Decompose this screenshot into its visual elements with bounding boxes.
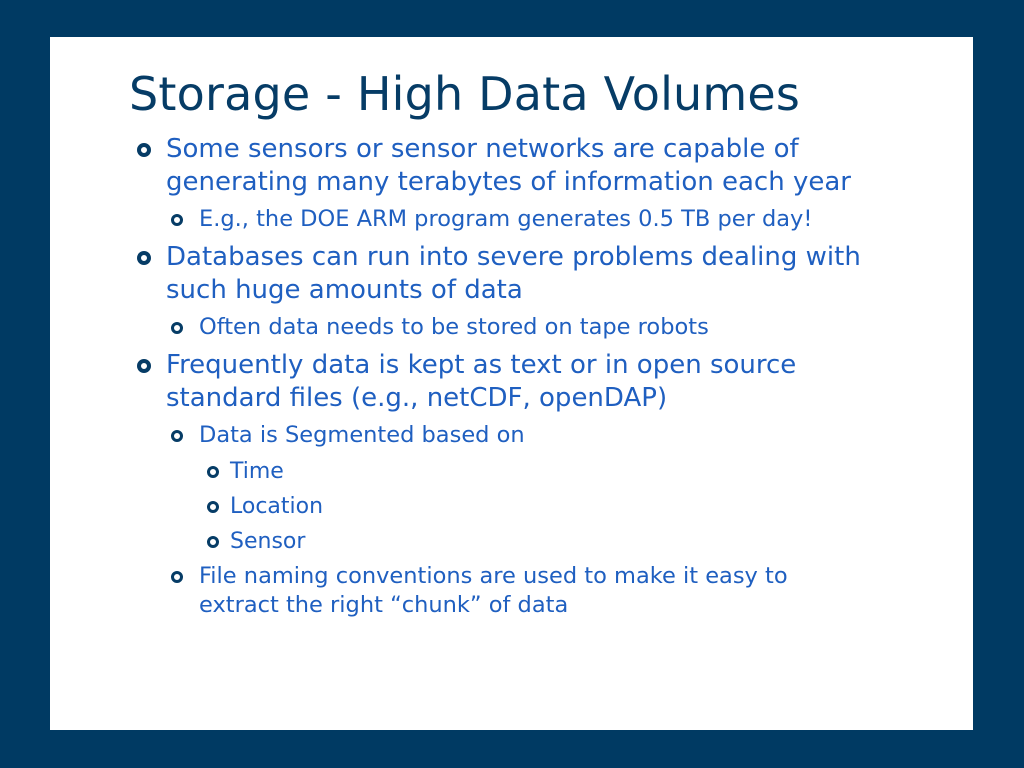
- bullet-icon: [171, 430, 183, 442]
- sub-bullet-item: [134, 421, 874, 450]
- bullet-text: Often data needs to be stored on tape robots: [199, 314, 709, 340]
- bullet-text: Frequently data is kept as text or in open source standard files (e.g., netCDF, openDAP): [166, 350, 797, 413]
- slide: [50, 37, 973, 730]
- bullet-text: Location: [230, 494, 324, 519]
- slide-title: Storage - High Data Volumes: [129, 67, 801, 121]
- bullet-item: [134, 349, 874, 415]
- bullet-text: E.g., the DOE ARM program generates 0.5 TB per day!: [199, 206, 813, 232]
- bullet-list: [134, 133, 874, 627]
- sub-bullet-item: [134, 313, 874, 342]
- bullet-text: Time: [230, 459, 284, 484]
- bullet-icon: [207, 536, 219, 548]
- bullet-text: Sensor: [230, 529, 306, 554]
- bullet-item: [134, 241, 874, 307]
- bullet-text: File naming conventions are used to make it easy to extract the right “chunk” of data: [199, 563, 788, 618]
- sub-sub-bullet-item: [134, 457, 874, 486]
- sub-sub-bullet-item: [134, 527, 874, 556]
- bullet-text: Databases can run into severe problems dealing with such huge amounts of data: [166, 242, 861, 305]
- bullet-icon: [137, 251, 151, 265]
- sub-bullet-item: [134, 562, 874, 620]
- bullet-icon: [207, 466, 219, 478]
- bullet-text: Some sensors or sensor networks are capable of generating many terabytes of information each year: [166, 134, 851, 197]
- bullet-icon: [137, 359, 151, 373]
- sub-sub-bullet-item: [134, 492, 874, 521]
- bullet-text: Data is Segmented based on: [199, 422, 525, 448]
- bullet-item: [134, 133, 874, 199]
- sub-bullet-item: [134, 205, 874, 234]
- bullet-icon: [171, 214, 183, 226]
- bullet-icon: [137, 143, 151, 157]
- bullet-icon: [207, 501, 219, 513]
- bullet-icon: [171, 322, 183, 334]
- bullet-icon: [171, 571, 183, 583]
